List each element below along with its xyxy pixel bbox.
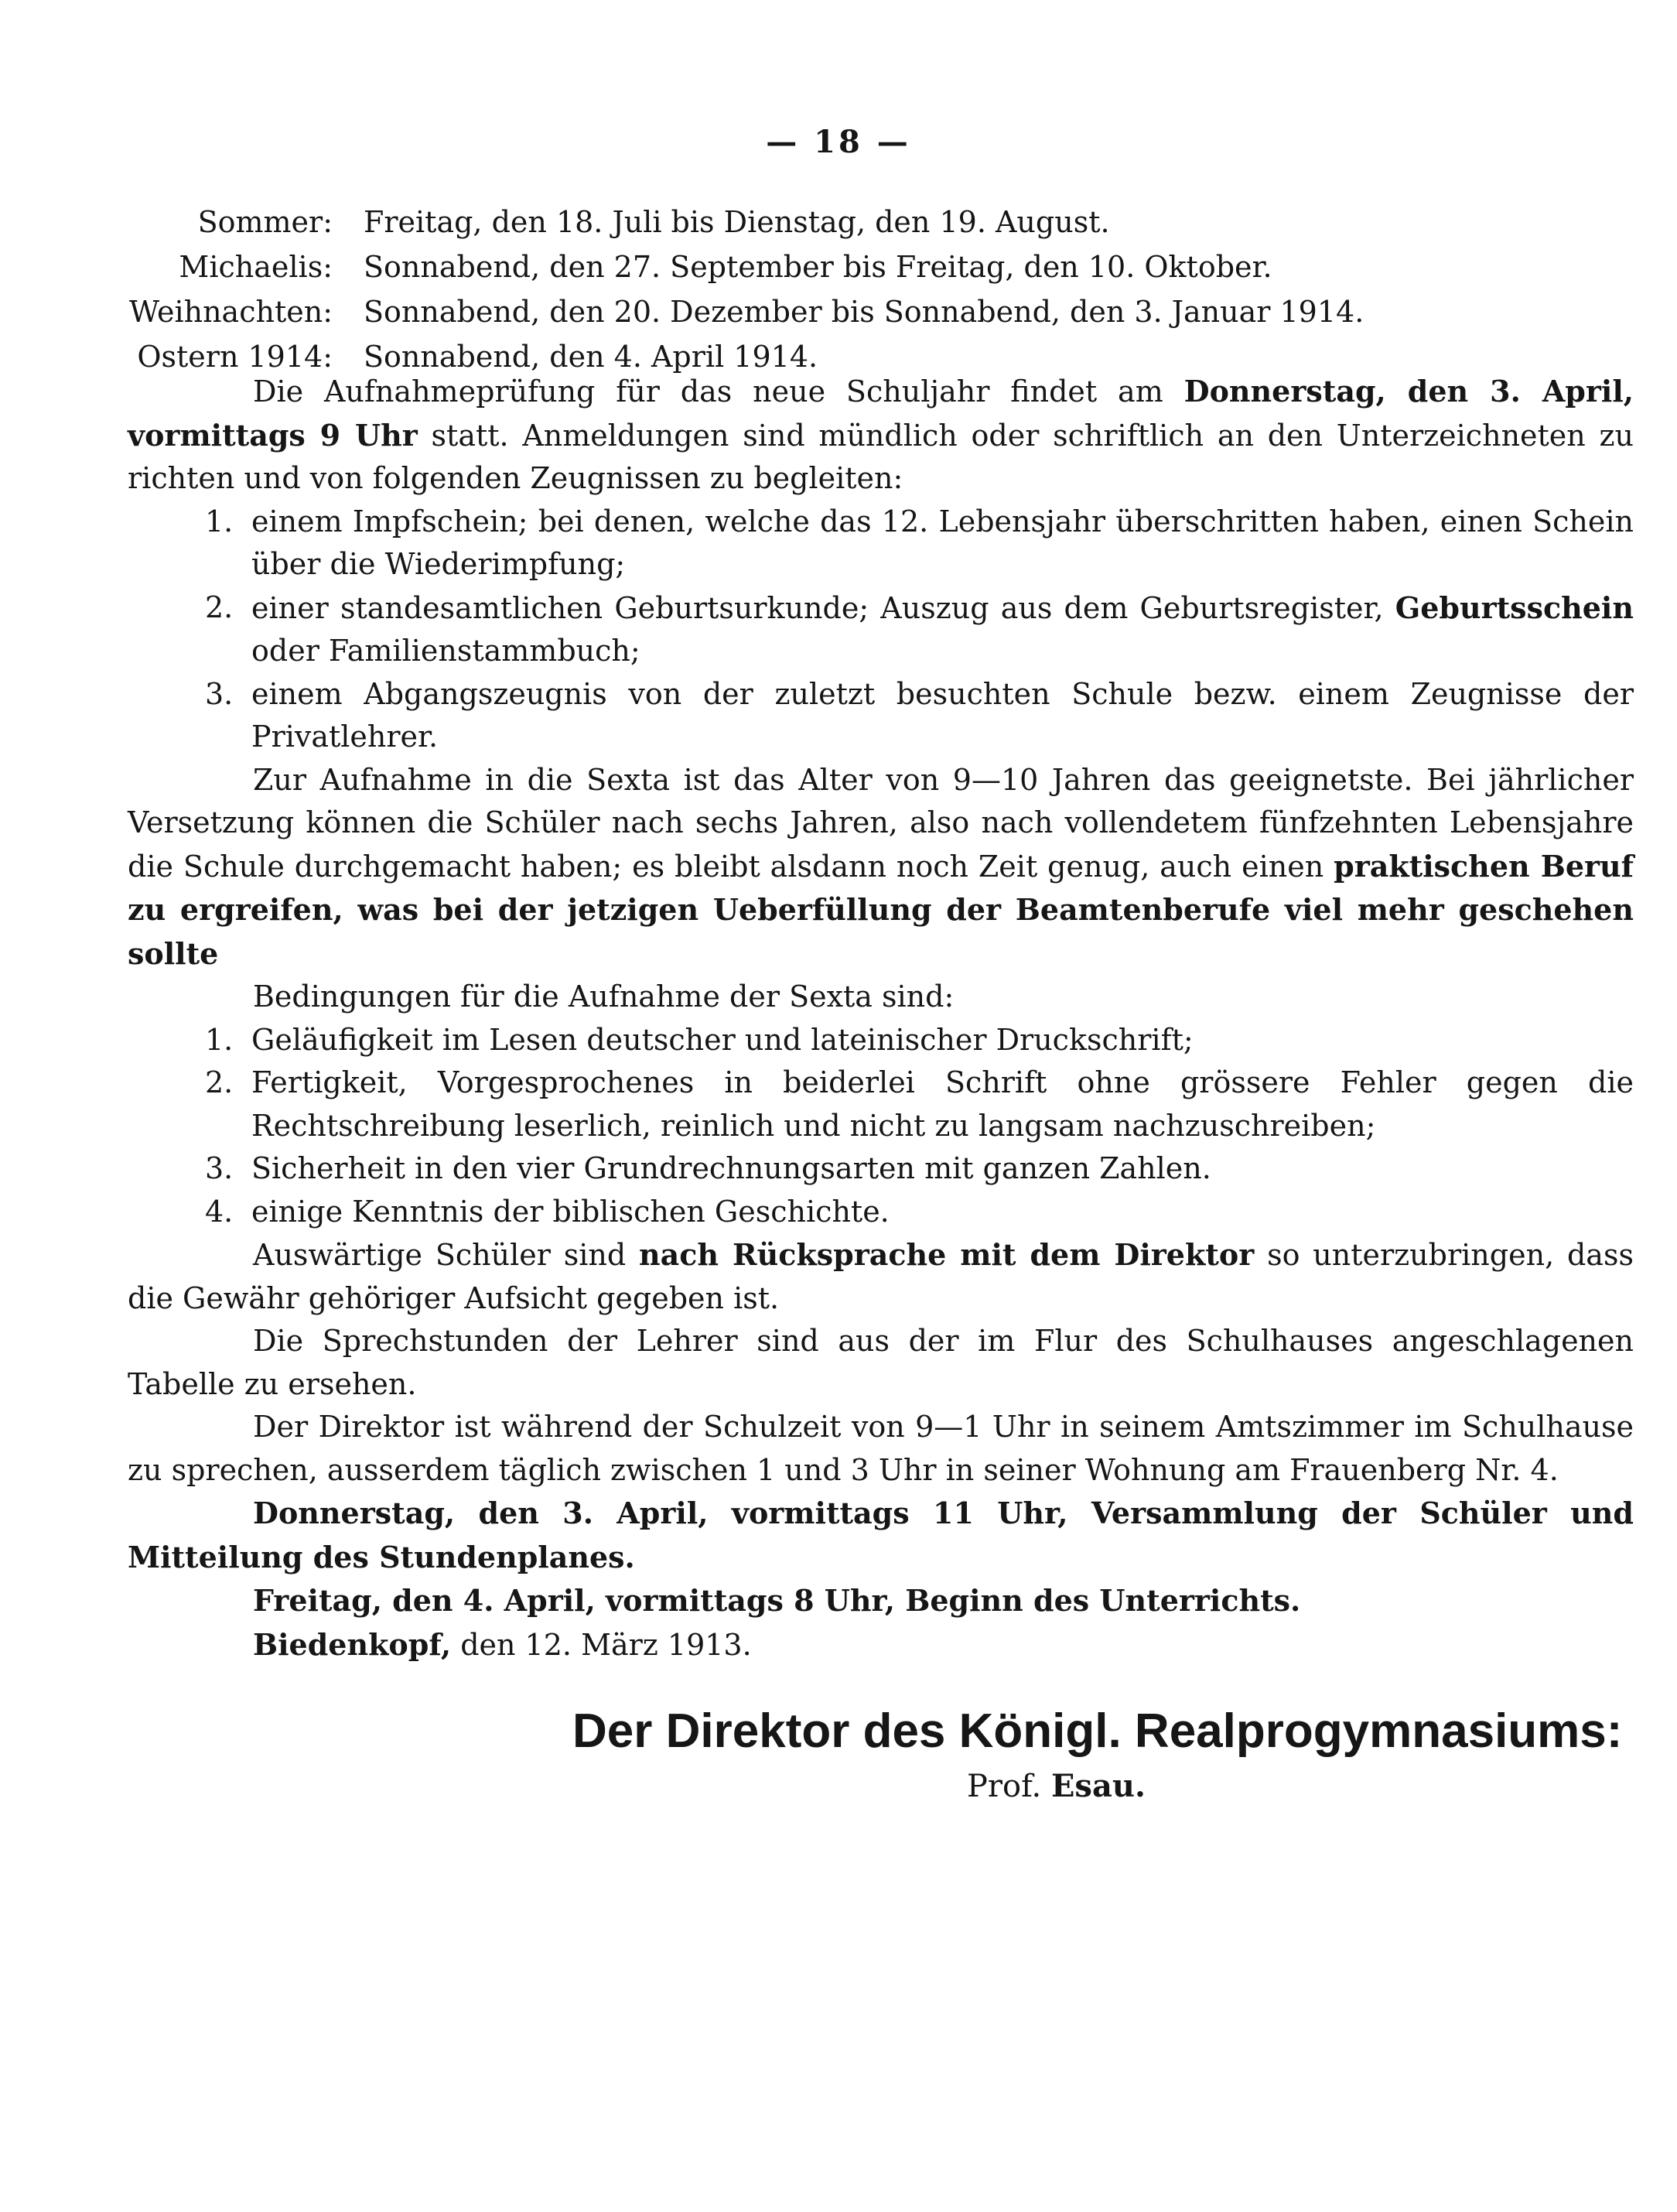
sexta-paragraph	[128, 759, 1634, 976]
schedule-text: Freitag, den 18. Juli bis Dienstag, den 19. August.	[364, 205, 1110, 239]
list-text: einem Impfschein; bei denen, welche das 12. Lebensjahr überschritten haben, einen Schein über die Wiederimpfung;	[251, 504, 1634, 581]
schedule-label: Michaelis:	[179, 250, 333, 284]
list-item	[128, 673, 1634, 759]
list-text-bold: Geburtsschein	[1395, 590, 1634, 625]
list-number: 3.	[205, 1151, 234, 1185]
start-text: Freitag, den 4. April, vormittags 8 Uhr, Beginn des Unterrichts.	[253, 1583, 1301, 1618]
schedule-text: Sonnabend, den 4. April 1914.	[364, 340, 818, 374]
schedule-text: Sonnabend, den 20. Dezember bis Sonnabend, den 3. Januar 1914.	[364, 295, 1364, 329]
main-text	[128, 370, 1634, 1667]
documents-list	[128, 501, 1634, 759]
list-text: einige Kenntnis der biblischen Geschichte.	[251, 1194, 890, 1229]
assembly-text: Donnerstag, den 3. April, vormittags 11 Uhr, Versammlung der Schüler und Mitteilung des Stundenplanes.	[128, 1496, 1634, 1574]
external-emphasis: nach Rücksprache mit dem Direktor	[639, 1237, 1255, 1272]
list-text: Sicherheit in den vier Grundrechnungsarten mit ganzen Zahlen.	[251, 1151, 1211, 1185]
list-number: 2.	[205, 1065, 234, 1099]
list-text: Fertigkeit, Vorgesprochenes in beiderlei Schrift ohne grössere Fehler gegen die Rechtschreibung leserlich, reinlich und nicht zu langsam nachzuschreiben;	[251, 1065, 1634, 1143]
list-text: Geläufigkeit im Lesen deutscher und lateinischer Druckschrift;	[251, 1022, 1194, 1057]
list-item	[128, 501, 1634, 586]
list-number: 2.	[205, 590, 234, 624]
list-item	[128, 586, 1634, 673]
list-item	[128, 1191, 1634, 1234]
list-item	[128, 1019, 1634, 1062]
external-students-paragraph	[128, 1233, 1634, 1320]
external-text-2: so unterzubringen, dass die Gewähr gehöriger Aufsicht gegeben ist.	[128, 1238, 1634, 1315]
schedule-row	[101, 289, 1364, 334]
page-number: — 18 —	[766, 124, 911, 160]
list-number: 4.	[205, 1194, 234, 1229]
list-text-2: oder Familienstammbuch;	[251, 634, 640, 668]
conditions-list	[128, 1019, 1634, 1234]
sexta-text: Zur Aufnahme in die Sexta ist das Alter von 9—10 Jahren das geeignetste. Bei jährlicher Versetzung können die Schüler nach sechs Jahren, also nach vollendetem fünfzehnten Lebensjahre die Schule durchgemacht haben; es bleibt alsdann noch Zeit genug, auch einen	[128, 762, 1634, 884]
exam-text-2: statt. Anmeldungen sind mündlich oder schriftlich an den Unterzeichneten zu richten und von folgenden Zeugnissen zu begleiten:	[128, 418, 1634, 495]
list-item	[128, 1147, 1634, 1191]
signature-surname: Esau.	[1050, 1768, 1146, 1804]
list-text: einer standesamtlichen Geburtsurkunde; Auszug aus dem Geburtsregister,	[251, 590, 1384, 625]
signature-title: Der Direktor des Königl. Realprogymnasiums:	[572, 1704, 1623, 1758]
schedule-row	[101, 200, 1364, 244]
office-hours-paragraph: Die Sprechstunden der Lehrer sind aus der im Flur des Schulhauses angeschlagenen Tabelle zu ersehen.	[128, 1324, 1634, 1401]
holiday-schedule	[101, 200, 1364, 379]
external-text: Auswärtige Schüler sind	[253, 1238, 627, 1272]
assembly-paragraph	[128, 1492, 1634, 1579]
start-paragraph	[128, 1579, 1634, 1623]
list-item	[128, 1062, 1634, 1147]
exam-date: Donnerstag, den 3. April, vormittags 9 Uhr	[128, 374, 1634, 453]
conditions-intro: Bedingungen für die Aufnahme der Sexta sind:	[253, 980, 955, 1014]
exam-text: Die Aufnahmeprüfung für das neue Schuljahr findet am	[253, 374, 1163, 409]
date: den 12. März 1913.	[460, 1627, 752, 1662]
schedule-label: Ostern 1914:	[137, 340, 333, 374]
list-number: 1.	[205, 1022, 234, 1057]
signature-name	[967, 1768, 1146, 1804]
list-number: 3.	[205, 676, 234, 711]
place: Biedenkopf,	[253, 1626, 452, 1662]
sexta-emphasis: praktischen Beruf zu ergreifen, was bei der jetzigen Ueberfüllung der Beamtenberufe viel mehr geschehen sollte	[128, 848, 1634, 971]
list-text: einem Abgangszeugnis von der zuletzt besuchten Schule bezw. einem Zeugnisse der Privatlehrer.	[251, 676, 1634, 754]
schedule-label: Weihnachten:	[129, 295, 333, 329]
schedule-text: Sonnabend, den 27. September bis Freitag, den 10. Oktober.	[364, 250, 1272, 284]
place-date	[128, 1623, 1634, 1667]
list-number: 1.	[205, 504, 234, 538]
signature-prefix: Prof.	[967, 1769, 1042, 1804]
schedule-row	[101, 244, 1364, 289]
exam-paragraph	[128, 370, 1634, 501]
schedule-label: Sommer:	[197, 205, 333, 239]
director-hours-paragraph: Der Direktor ist während der Schulzeit von 9—1 Uhr in seinem Amtszimmer im Schulhause zu sprechen, ausserdem täglich zwischen 1 und 3 Uhr in seiner Wohnung am Frauenberg Nr. 4.	[128, 1410, 1634, 1487]
